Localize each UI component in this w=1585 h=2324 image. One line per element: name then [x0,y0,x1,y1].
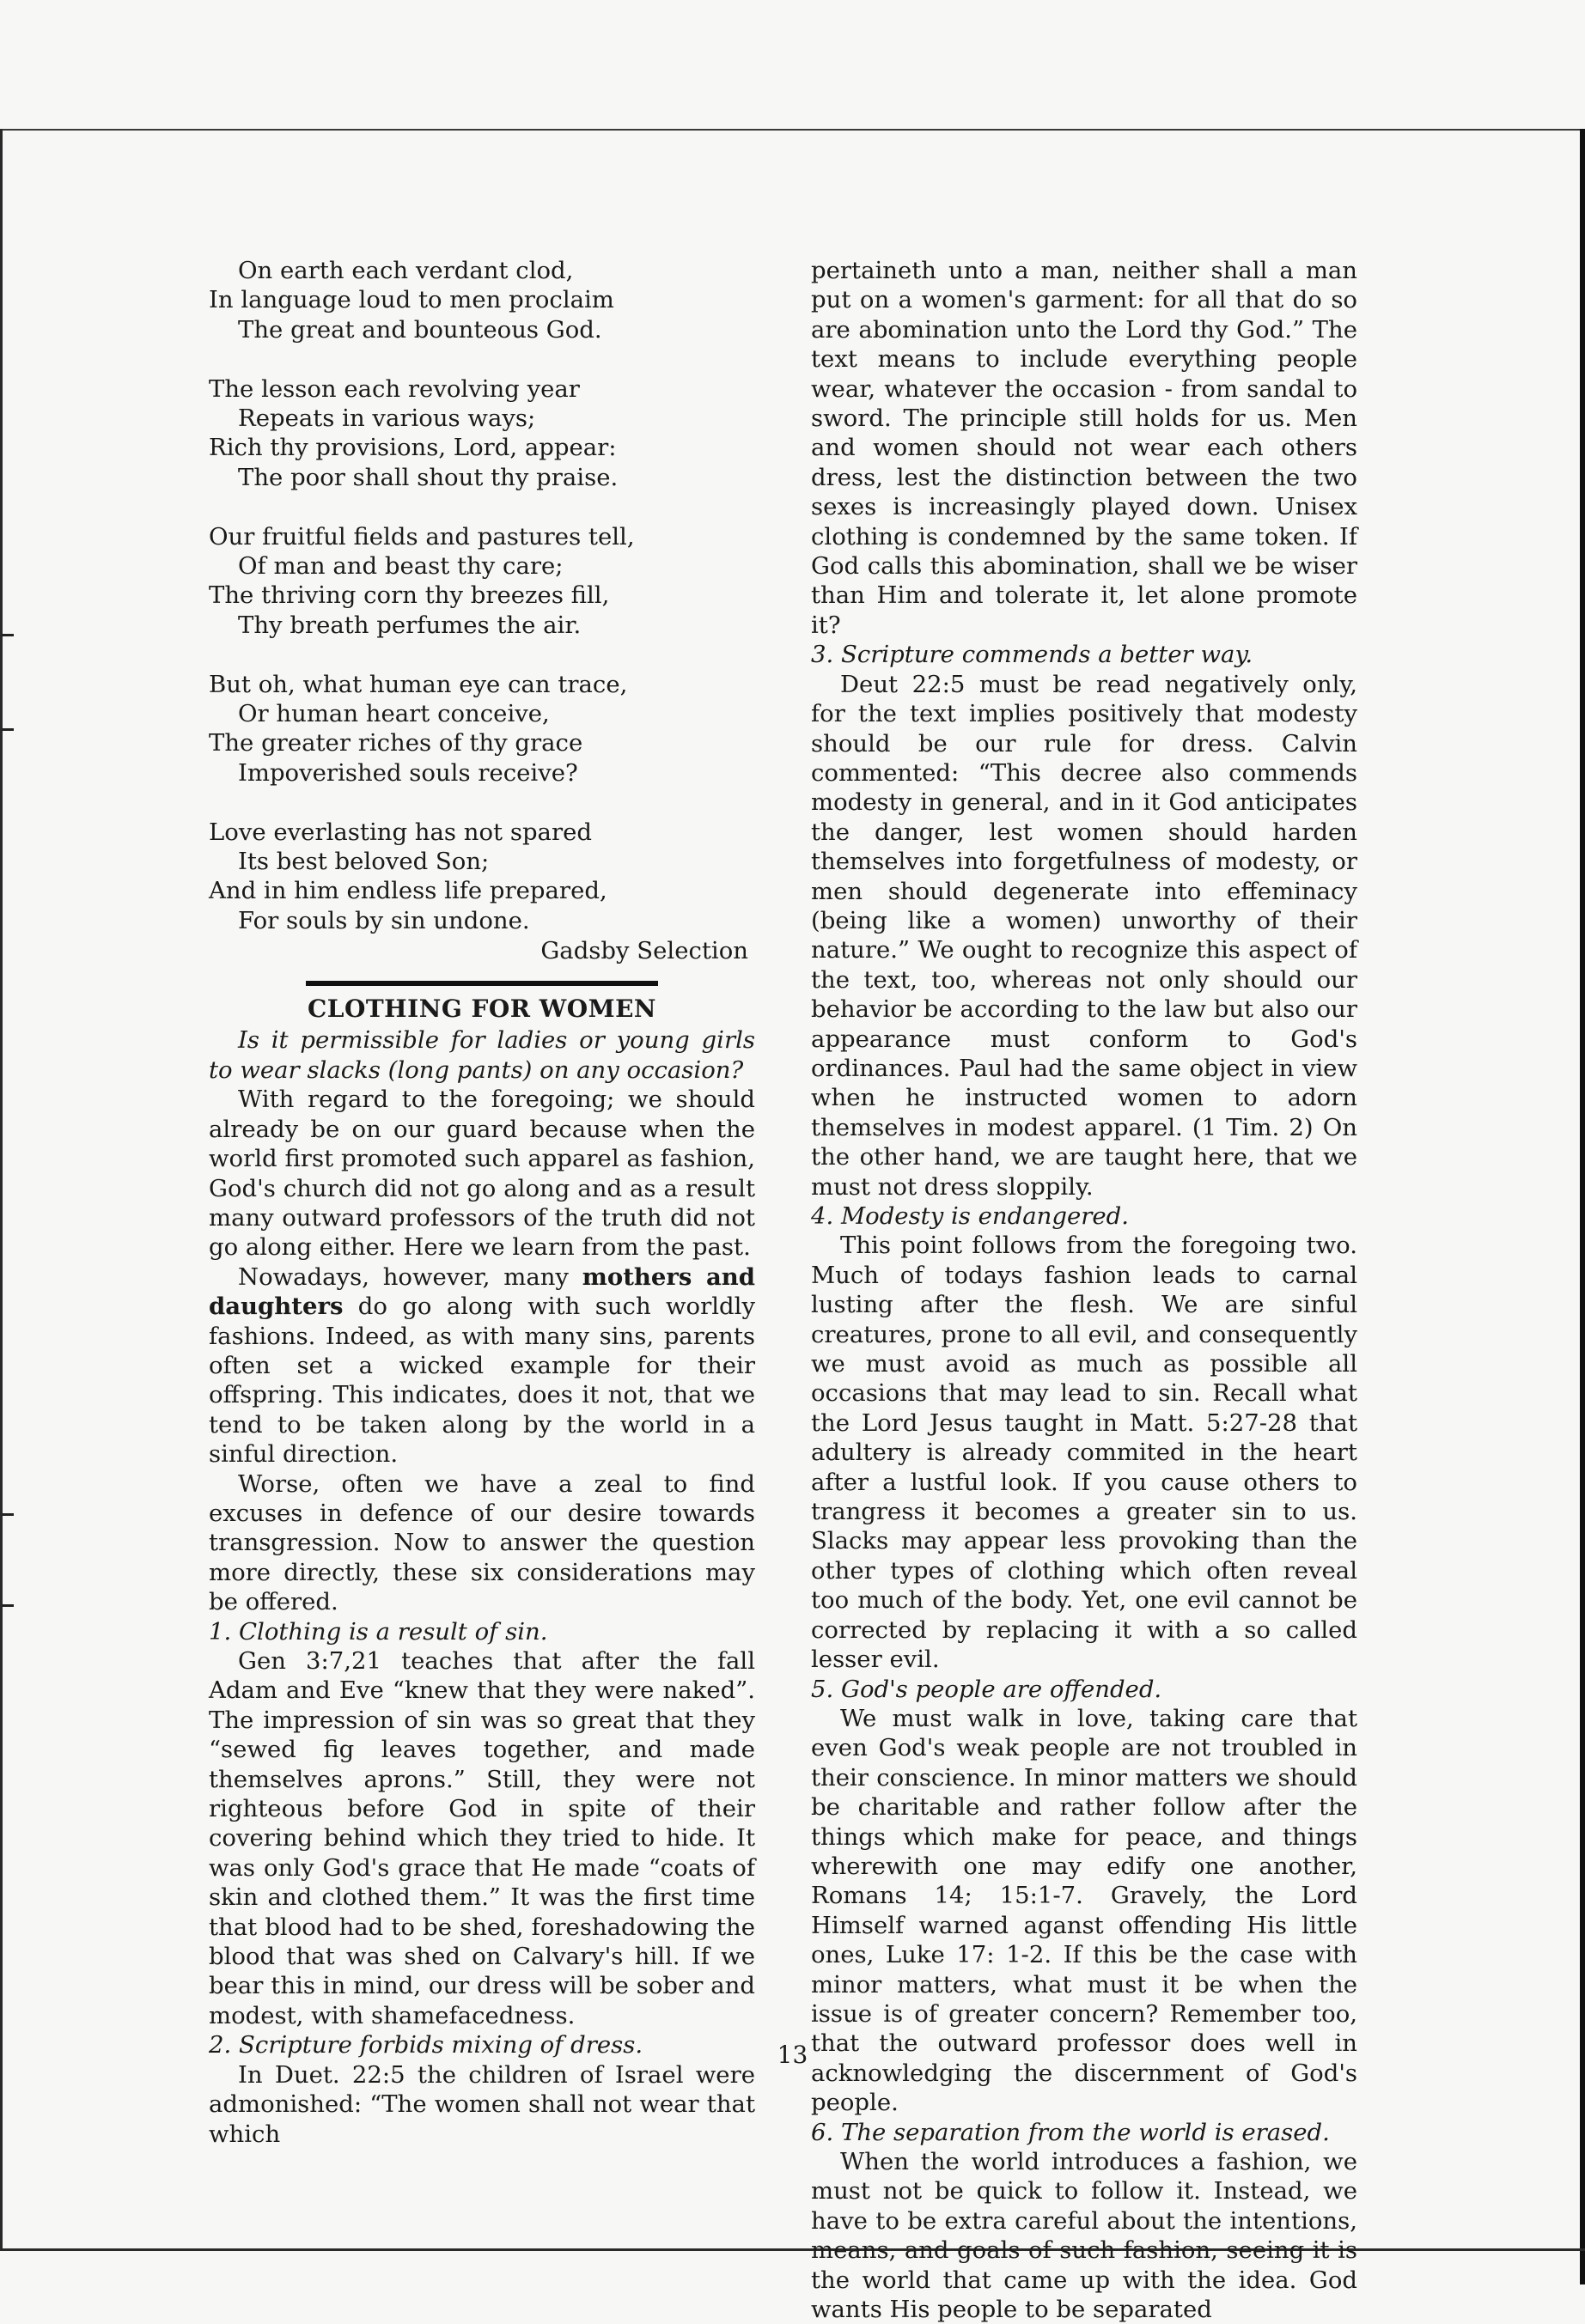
poem-stanza [209,522,755,641]
poem-stanza [209,670,755,788]
point-heading: 6. The separation from the world is erased. [811,2118,1330,2146]
scan-border-left [0,129,3,2250]
poem-line: Love everlasting has not spared [209,818,592,846]
emphasis-text: mothers and daughters [209,1262,755,1321]
scan-mark [2,1604,14,1607]
scan-mark [2,1513,14,1516]
paragraph: When the world introduces a fashion, we must not be quick to follow it. Instead, we have to be extra careful about the intentions, means, and goals of such fashion, seeing it is the world that came up with the idea. God wants His people to be separated [811,2148,1357,2324]
poem-line: The great and bounteous God. [238,315,602,344]
poem-line: The poor shall shout thy praise. [238,463,619,491]
poem-line: But oh, what human eye can trace, [209,670,628,698]
scan-border-top [0,129,1585,131]
poem-line: Thy breath perfumes the air. [238,611,582,639]
poem-stanza [209,374,755,493]
poem-line: Its best beloved Son; [238,848,490,876]
paragraph: This point follows from the foregoing two. Much of todays fashion leads to carnal lusting after the flesh. We are sinful creatures, prone to all evil, and consequently we must avoid as much as possible all occasions that may lead to sin. Recall what the Lord Jesus taught in Matt. 5:27-28 that adultery is already commited in the heart after a lustful look. If you cause others to trangress it becomes a greater sin to us. Slacks may appear less provoking than the other types of clothing which often reveal too much of the body. Yet, one evil cannot be corrected by replacing it with a so called lesser evil. [811,1232,1357,1674]
poem-line: On earth each verdant clod, [238,257,574,284]
point-heading: 4. Modesty is endangered. [811,1202,1130,1230]
poem-line: For souls by sin undone. [238,906,530,934]
poem-line: And in him endless life prepared, [209,877,607,905]
poem-attribution: Gadsby Selection [540,936,748,964]
poem-line: The thriving corn thy breezes fill, [209,581,610,610]
paragraph: We must walk in love, taking care that even God's weak people are not troubled in their conscience. In minor matters we should be charitable and rather follow after the things which make for peace, and things wherewith one may edify one another, Romans 14; 15:1-7. Gravely, the Lord Himself warned aganst offending His little ones, Luke 17: 1-2. If this be the case with minor matters, what must it be when the issue is of greater concern? Remember too, that the outward professor does well in acknowledging the discernment of God's people. [811,1704,1357,2117]
right-column [811,256,1357,2324]
poem-line: Impoverished souls receive? [238,758,578,787]
poem-line: Or human heart conceive, [238,700,550,728]
article-question: Is it permissible for ladies or young girls to wear slacks (long pants) on any occasion? [209,1026,755,1084]
paragraph: In Duet. 22:5 the children of Israel were admonished: “The women shall not wear that which [209,2060,755,2148]
paragraph: pertaineth unto a man, neither shall a man put on a women's garment: for all that do so are abomination unto the Lord thy God.” The text means to include everything people wear, whatever the occasion - from sandal to sword. The principle still holds for us. Men and women should not wear each others dress, lest the distinction between the two sexes is increasingly played down. Unisex clothing is condemned by the same token. If God calls this abomination, shall we be wiser than Him and tolerate it, let alone promote it? [811,257,1357,639]
article-title: CLOTHING FOR WOMEN [307,995,657,1024]
point-heading: 3. Scripture commends a better way. [811,641,1253,669]
poem-line: Our fruitful fields and pastures tell, [209,522,635,551]
page-number: 13 [777,2041,808,2069]
poem-line: Rich thy provisions, Lord, appear: [209,434,617,462]
poem-line: Of man and beast thy care; [238,552,564,581]
paragraph: Deut 22:5 must be read negatively only, for the text implies positively that modesty should be our rule for dress. Calvin commented: “This decree also commends modesty in general, and in it God anticipates the danger, lest women should harden themselves into forgetfulness of modesty, or men should degenerate into effeminacy (being like a women) unworthy of their nature.” We ought to recognize this aspect of the text, too, whereas not only should our behavior be according to the law but also our appearance must conform to God's ordinances. Paul had the same object in view when he instructed women to adorn themselves in modest apparel. (1 Tim. 2) On the other hand, we are taught here, that we must not dress sloppily. [811,670,1357,1201]
poem-stanza [209,818,755,936]
point-heading: 1. Clothing is a result of sin. [209,1617,548,1646]
paragraph: With regard to the foregoing; we should already be on our guard because when the world first promoted such apparel as fashion, God's church did not go along and as a result many outward professors of the truth did not go along either. Here we learn from the past. [209,1086,755,1262]
scan-mark [2,728,14,731]
poem-line: Repeats in various ways; [238,405,536,433]
poem-line: In language loud to men proclaim [209,286,614,314]
left-column [209,256,755,2149]
paragraph: Worse, often we have a zeal to find excuses in defence of our desire towards transgression. Now to answer the question more directly, these six considerations may be offered. [209,1469,755,1616]
section-divider [209,981,755,986]
scan-mark [2,634,14,636]
poem-stanza [209,256,755,344]
poem-line: The greater riches of thy grace [209,729,583,757]
point-heading: 2. Scripture forbids mixing of dress. [209,2031,643,2059]
paragraph: Gen 3:7,21 teaches that after the fall Adam and Eve “knew that they were naked”. The impression of sin was so great that they “sewed fig leaves together, and made themselves aprons.” Still, they were not righteous before God in spite of their covering behind which they tried to hide. It was only God's grace that He made “coats of skin and clothed them.” It was the first time that blood had to be shed, foreshadowing the blood that was shed on Calvary's hill. If we bear this in mind, our dress will be sober and modest, with shamefacedness. [209,1647,755,2029]
poem [209,256,755,965]
point-heading: 5. God's people are offended. [811,1675,1162,1703]
poem-line: The lesson each revolving year [209,374,580,403]
paragraph: Nowadays, however, many mothers and daughters do go along with such worldly fashions. Indeed, as with many sins, parents often set a wicked example for their offspring. This indicates, does it not, that we tend to be taken along by the world in a sinful direction. [209,1262,755,1469]
scan-border-right [1580,129,1585,2284]
